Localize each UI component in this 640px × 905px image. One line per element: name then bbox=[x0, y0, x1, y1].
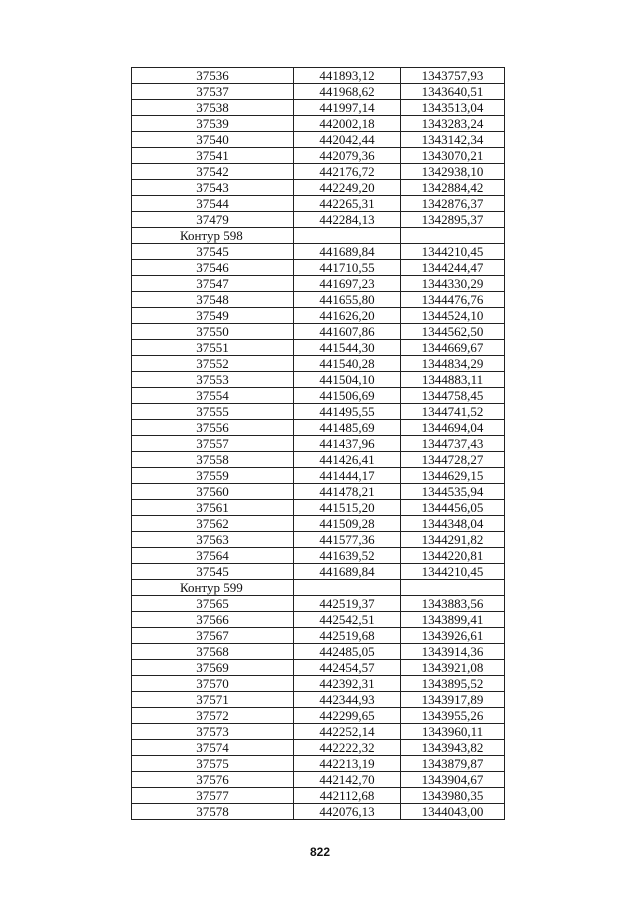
table-row bbox=[132, 164, 505, 180]
table-row bbox=[132, 180, 505, 196]
x-coordinate-cell: 442265,31 bbox=[294, 196, 401, 212]
x-coordinate-cell: 441495,55 bbox=[294, 404, 401, 420]
y-coordinate-cell: 1343926,61 bbox=[401, 628, 505, 644]
point-id-cell: 37561 bbox=[132, 500, 294, 516]
point-id-cell: 37571 bbox=[132, 692, 294, 708]
y-coordinate-cell: 1343980,35 bbox=[401, 788, 505, 804]
table-row bbox=[132, 404, 505, 420]
table-row bbox=[132, 308, 505, 324]
x-coordinate-cell: 441710,55 bbox=[294, 260, 401, 276]
x-coordinate-cell: 441515,20 bbox=[294, 500, 401, 516]
point-id-cell: 37560 bbox=[132, 484, 294, 500]
table-row bbox=[132, 148, 505, 164]
point-id-cell: 37572 bbox=[132, 708, 294, 724]
x-coordinate-cell: 441689,84 bbox=[294, 244, 401, 260]
point-id-cell: 37542 bbox=[132, 164, 294, 180]
point-id-cell: 37479 bbox=[132, 212, 294, 228]
x-coordinate-cell: 441697,23 bbox=[294, 276, 401, 292]
table-row bbox=[132, 276, 505, 292]
x-coordinate-cell: 441639,52 bbox=[294, 548, 401, 564]
x-coordinate-cell: 442142,70 bbox=[294, 772, 401, 788]
x-coordinate-cell: 441968,62 bbox=[294, 84, 401, 100]
point-id-cell: 37570 bbox=[132, 676, 294, 692]
table-row bbox=[132, 564, 505, 580]
y-coordinate-cell: 1343921,08 bbox=[401, 660, 505, 676]
y-coordinate-cell: 1342876,37 bbox=[401, 196, 505, 212]
table-row bbox=[132, 372, 505, 388]
x-coordinate-cell: 442519,68 bbox=[294, 628, 401, 644]
table-row bbox=[132, 84, 505, 100]
x-coordinate-cell: 441478,21 bbox=[294, 484, 401, 500]
table-row bbox=[132, 532, 505, 548]
x-coordinate-cell: 442042,44 bbox=[294, 132, 401, 148]
y-coordinate-cell: 1343914,36 bbox=[401, 644, 505, 660]
x-coordinate-cell: 442284,13 bbox=[294, 212, 401, 228]
x-coordinate-cell: 441540,28 bbox=[294, 356, 401, 372]
point-id-cell: 37567 bbox=[132, 628, 294, 644]
x-coordinate-cell: 442344,93 bbox=[294, 692, 401, 708]
point-id-cell: 37569 bbox=[132, 660, 294, 676]
x-coordinate-cell: 441689,84 bbox=[294, 564, 401, 580]
contour-header-row bbox=[132, 580, 505, 596]
page-number: 822 bbox=[309, 845, 331, 859]
point-id-cell: 37576 bbox=[132, 772, 294, 788]
x-coordinate-cell: 441626,20 bbox=[294, 308, 401, 324]
table-row bbox=[132, 692, 505, 708]
point-id-cell: 37537 bbox=[132, 84, 294, 100]
table-row bbox=[132, 548, 505, 564]
y-coordinate-cell: 1344476,76 bbox=[401, 292, 505, 308]
table-row bbox=[132, 788, 505, 804]
table-row bbox=[132, 244, 505, 260]
x-coordinate-cell: 441607,86 bbox=[294, 324, 401, 340]
table-row bbox=[132, 116, 505, 132]
point-id-cell: 37555 bbox=[132, 404, 294, 420]
table-row bbox=[132, 740, 505, 756]
y-coordinate-cell: 1342938,10 bbox=[401, 164, 505, 180]
x-coordinate-cell: 442392,31 bbox=[294, 676, 401, 692]
point-id-cell: 37562 bbox=[132, 516, 294, 532]
empty-cell bbox=[294, 228, 401, 244]
y-coordinate-cell: 1343879,87 bbox=[401, 756, 505, 772]
table-row bbox=[132, 724, 505, 740]
point-id-cell: 37575 bbox=[132, 756, 294, 772]
table-row bbox=[132, 468, 505, 484]
x-coordinate-cell: 441506,69 bbox=[294, 388, 401, 404]
table-row bbox=[132, 772, 505, 788]
table-row bbox=[132, 628, 505, 644]
x-coordinate-cell: 442252,14 bbox=[294, 724, 401, 740]
empty-cell bbox=[401, 228, 505, 244]
contour-header-row bbox=[132, 228, 505, 244]
point-id-cell: 37577 bbox=[132, 788, 294, 804]
y-coordinate-cell: 1344291,82 bbox=[401, 532, 505, 548]
x-coordinate-cell: 441893,12 bbox=[294, 68, 401, 84]
point-id-cell: 37536 bbox=[132, 68, 294, 84]
point-id-cell: 37544 bbox=[132, 196, 294, 212]
x-coordinate-cell: 442222,32 bbox=[294, 740, 401, 756]
y-coordinate-cell: 1344728,27 bbox=[401, 452, 505, 468]
table-row bbox=[132, 804, 505, 820]
x-coordinate-cell: 442176,72 bbox=[294, 164, 401, 180]
x-coordinate-cell: 442299,65 bbox=[294, 708, 401, 724]
point-id-cell: 37558 bbox=[132, 452, 294, 468]
x-coordinate-cell: 441655,80 bbox=[294, 292, 401, 308]
table-row bbox=[132, 436, 505, 452]
y-coordinate-cell: 1344244,47 bbox=[401, 260, 505, 276]
y-coordinate-cell: 1343640,51 bbox=[401, 84, 505, 100]
point-id-cell: 37566 bbox=[132, 612, 294, 628]
coordinates-table-body bbox=[132, 68, 505, 820]
table-row bbox=[132, 388, 505, 404]
x-coordinate-cell: 441504,10 bbox=[294, 372, 401, 388]
point-id-cell: 37549 bbox=[132, 308, 294, 324]
y-coordinate-cell: 1342884,42 bbox=[401, 180, 505, 196]
y-coordinate-cell: 1343757,93 bbox=[401, 68, 505, 84]
y-coordinate-cell: 1343899,41 bbox=[401, 612, 505, 628]
point-id-cell: 37574 bbox=[132, 740, 294, 756]
x-coordinate-cell: 441485,69 bbox=[294, 420, 401, 436]
table-row bbox=[132, 100, 505, 116]
y-coordinate-cell: 1344562,50 bbox=[401, 324, 505, 340]
empty-cell bbox=[401, 580, 505, 596]
x-coordinate-cell: 442076,13 bbox=[294, 804, 401, 820]
table-row bbox=[132, 260, 505, 276]
point-id-cell: 37545 bbox=[132, 244, 294, 260]
table-row bbox=[132, 68, 505, 84]
table-row bbox=[132, 644, 505, 660]
point-id-cell: 37551 bbox=[132, 340, 294, 356]
point-id-cell: 37557 bbox=[132, 436, 294, 452]
x-coordinate-cell: 442485,05 bbox=[294, 644, 401, 660]
point-id-cell: 37553 bbox=[132, 372, 294, 388]
x-coordinate-cell: 441997,14 bbox=[294, 100, 401, 116]
point-id-cell: 37541 bbox=[132, 148, 294, 164]
y-coordinate-cell: 1344210,45 bbox=[401, 564, 505, 580]
y-coordinate-cell: 1344535,94 bbox=[401, 484, 505, 500]
x-coordinate-cell: 441544,30 bbox=[294, 340, 401, 356]
point-id-cell: 37556 bbox=[132, 420, 294, 436]
y-coordinate-cell: 1344834,29 bbox=[401, 356, 505, 372]
x-coordinate-cell: 442519,37 bbox=[294, 596, 401, 612]
y-coordinate-cell: 1344330,29 bbox=[401, 276, 505, 292]
empty-cell bbox=[294, 580, 401, 596]
y-coordinate-cell: 1343917,89 bbox=[401, 692, 505, 708]
y-coordinate-cell: 1344456,05 bbox=[401, 500, 505, 516]
y-coordinate-cell: 1343904,67 bbox=[401, 772, 505, 788]
x-coordinate-cell: 442112,68 bbox=[294, 788, 401, 804]
table-row bbox=[132, 708, 505, 724]
y-coordinate-cell: 1344348,04 bbox=[401, 516, 505, 532]
point-id-cell: 37554 bbox=[132, 388, 294, 404]
y-coordinate-cell: 1343955,26 bbox=[401, 708, 505, 724]
point-id-cell: 37559 bbox=[132, 468, 294, 484]
y-coordinate-cell: 1344758,45 bbox=[401, 388, 505, 404]
table-row bbox=[132, 324, 505, 340]
y-coordinate-cell: 1344883,11 bbox=[401, 372, 505, 388]
y-coordinate-cell: 1343943,82 bbox=[401, 740, 505, 756]
point-id-cell: 37545 bbox=[132, 564, 294, 580]
table-row bbox=[132, 676, 505, 692]
table-row bbox=[132, 516, 505, 532]
y-coordinate-cell: 1344694,04 bbox=[401, 420, 505, 436]
x-coordinate-cell: 441426,41 bbox=[294, 452, 401, 468]
point-id-cell: 37568 bbox=[132, 644, 294, 660]
table-row bbox=[132, 756, 505, 772]
point-id-cell: 37538 bbox=[132, 100, 294, 116]
table-row bbox=[132, 452, 505, 468]
point-id-cell: 37552 bbox=[132, 356, 294, 372]
table-row bbox=[132, 612, 505, 628]
point-id-cell: 37550 bbox=[132, 324, 294, 340]
x-coordinate-cell: 441509,28 bbox=[294, 516, 401, 532]
y-coordinate-cell: 1344669,67 bbox=[401, 340, 505, 356]
table-row bbox=[132, 196, 505, 212]
y-coordinate-cell: 1344737,43 bbox=[401, 436, 505, 452]
coordinates-table bbox=[131, 67, 505, 820]
point-id-cell: 37563 bbox=[132, 532, 294, 548]
point-id-cell: 37546 bbox=[132, 260, 294, 276]
y-coordinate-cell: 1343960,11 bbox=[401, 724, 505, 740]
point-id-cell: 37578 bbox=[132, 804, 294, 820]
y-coordinate-cell: 1343142,34 bbox=[401, 132, 505, 148]
y-coordinate-cell: 1343070,21 bbox=[401, 148, 505, 164]
y-coordinate-cell: 1342895,37 bbox=[401, 212, 505, 228]
y-coordinate-cell: 1343895,52 bbox=[401, 676, 505, 692]
x-coordinate-cell: 442079,36 bbox=[294, 148, 401, 164]
contour-label: Контур 599 bbox=[132, 580, 294, 596]
point-id-cell: 37547 bbox=[132, 276, 294, 292]
table-row bbox=[132, 212, 505, 228]
x-coordinate-cell: 442213,19 bbox=[294, 756, 401, 772]
point-id-cell: 37565 bbox=[132, 596, 294, 612]
x-coordinate-cell: 441577,36 bbox=[294, 532, 401, 548]
y-coordinate-cell: 1343883,56 bbox=[401, 596, 505, 612]
x-coordinate-cell: 442002,18 bbox=[294, 116, 401, 132]
point-id-cell: 37548 bbox=[132, 292, 294, 308]
x-coordinate-cell: 442542,51 bbox=[294, 612, 401, 628]
point-id-cell: 37573 bbox=[132, 724, 294, 740]
contour-label: Контур 598 bbox=[132, 228, 294, 244]
x-coordinate-cell: 441437,96 bbox=[294, 436, 401, 452]
point-id-cell: 37543 bbox=[132, 180, 294, 196]
x-coordinate-cell: 442454,57 bbox=[294, 660, 401, 676]
table-row bbox=[132, 660, 505, 676]
table-row bbox=[132, 132, 505, 148]
point-id-cell: 37540 bbox=[132, 132, 294, 148]
table-row bbox=[132, 356, 505, 372]
y-coordinate-cell: 1344629,15 bbox=[401, 468, 505, 484]
table-row bbox=[132, 596, 505, 612]
table-row bbox=[132, 500, 505, 516]
point-id-cell: 37539 bbox=[132, 116, 294, 132]
y-coordinate-cell: 1344220,81 bbox=[401, 548, 505, 564]
y-coordinate-cell: 1343283,24 bbox=[401, 116, 505, 132]
x-coordinate-cell: 441444,17 bbox=[294, 468, 401, 484]
y-coordinate-cell: 1344741,52 bbox=[401, 404, 505, 420]
y-coordinate-cell: 1343513,04 bbox=[401, 100, 505, 116]
table-row bbox=[132, 484, 505, 500]
y-coordinate-cell: 1344043,00 bbox=[401, 804, 505, 820]
table-row bbox=[132, 292, 505, 308]
point-id-cell: 37564 bbox=[132, 548, 294, 564]
y-coordinate-cell: 1344210,45 bbox=[401, 244, 505, 260]
x-coordinate-cell: 442249,20 bbox=[294, 180, 401, 196]
table-row bbox=[132, 420, 505, 436]
table-row bbox=[132, 340, 505, 356]
y-coordinate-cell: 1344524,10 bbox=[401, 308, 505, 324]
